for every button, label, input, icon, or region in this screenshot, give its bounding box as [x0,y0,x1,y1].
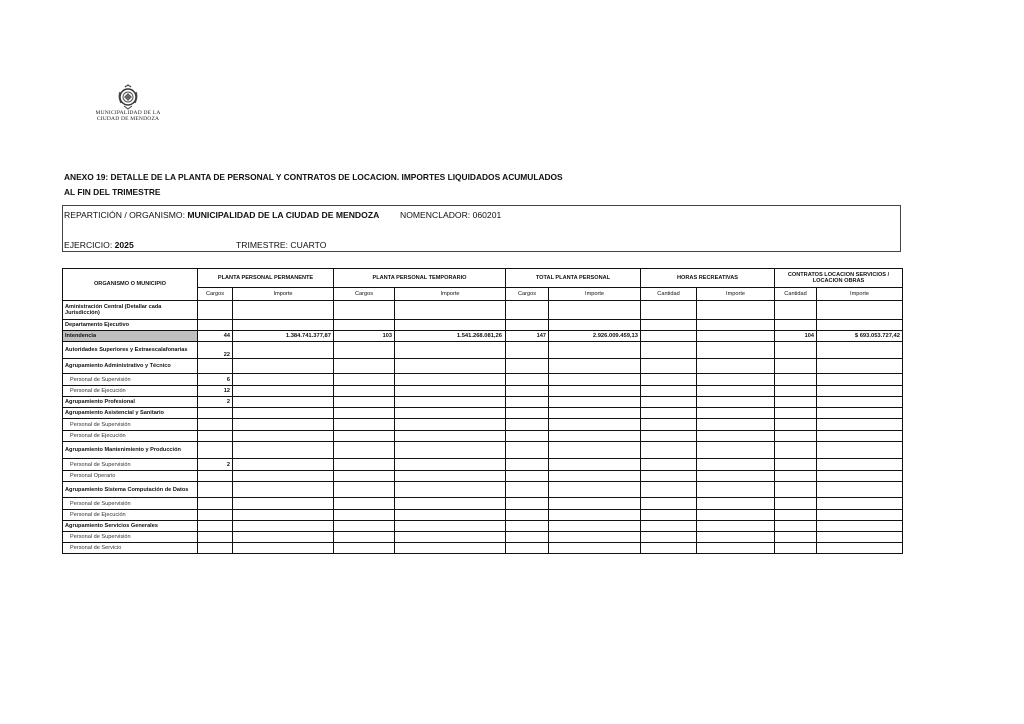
cell-value [641,521,697,532]
cell-value [641,342,697,359]
cell-value [395,342,506,359]
cell-value [506,442,549,459]
table-row [63,419,903,431]
cell-value [817,408,903,419]
row-label: Agrupamiento Mantenimiento y Producción [63,442,198,459]
cell-value [549,408,641,419]
subheader-importe: Importe [817,288,903,301]
table-row [63,359,903,374]
cell-value [641,419,697,431]
cell-value [334,442,395,459]
row-label: Agrupamiento Servicios Generales [63,521,198,532]
cell-value [817,521,903,532]
document-title [64,170,563,199]
cell-value [233,532,334,543]
cell-value [233,471,334,482]
cell-value [506,482,549,498]
cell-value [641,359,697,374]
trimestre-field: TRIMESTRE: CUARTO [236,240,327,250]
cell-value [395,482,506,498]
cell-value [395,431,506,442]
subheader-importe: Importe [549,288,641,301]
cell-value [641,510,697,521]
cell-value [233,521,334,532]
table-row [63,408,903,419]
cell-value: 2 [198,459,233,471]
cell-value [775,397,817,408]
cell-value [506,397,549,408]
row-label: Agrupamiento Sistema Computación de Datos [63,482,198,498]
cell-value [775,521,817,532]
cell-value [641,498,697,510]
cell-value [697,386,775,397]
cell-value [506,419,549,431]
cell-value [817,471,903,482]
cell-value [817,532,903,543]
table-row [63,342,903,359]
cell-value [641,408,697,419]
cell-value: 44 [198,331,233,342]
cell-value [775,408,817,419]
cell-value [506,359,549,374]
cell-value [334,510,395,521]
cell-value [549,498,641,510]
cell-value [334,320,395,331]
cell-value [817,442,903,459]
cell-value [549,543,641,554]
cell-value [395,408,506,419]
table-row [63,510,903,521]
subheader-cargos: Cargos [334,288,395,301]
cell-value [817,374,903,386]
cell-value [198,359,233,374]
cell-value [198,471,233,482]
cell-value [549,386,641,397]
cell-value [641,532,697,543]
table-row [63,442,903,459]
row-label: Personal de Ejecución [63,510,198,521]
cell-value [334,301,395,320]
cell-value [697,301,775,320]
cell-value [549,320,641,331]
cell-value [395,359,506,374]
cell-value [549,397,641,408]
cell-value [198,301,233,320]
cell-value [334,471,395,482]
cell-value [775,342,817,359]
cell-value [334,408,395,419]
row-label: Personal de Servicio [63,543,198,554]
cell-value [233,431,334,442]
cell-value [395,532,506,543]
cell-value [506,498,549,510]
cell-value [697,431,775,442]
table-row [63,543,903,554]
subheader-cargos: Cargos [198,288,233,301]
cell-value [775,320,817,331]
cell-value [233,510,334,521]
cell-value [506,532,549,543]
cell-value [697,459,775,471]
cell-value [198,482,233,498]
row-label: Personal de Supervisión [63,459,198,471]
info-box [62,205,901,252]
cell-value [697,374,775,386]
subheader-importe: Importe [233,288,334,301]
cell-value [775,498,817,510]
cell-value [233,359,334,374]
cell-value [817,510,903,521]
cell-value [697,359,775,374]
cell-value [506,459,549,471]
cell-value [334,419,395,431]
cell-value [233,301,334,320]
cell-value [198,408,233,419]
cell-value [233,386,334,397]
cell-value [198,419,233,431]
cell-value [549,431,641,442]
cell-value [817,342,903,359]
cell-value [233,482,334,498]
cell-value [233,543,334,554]
ejercicio-label: EJERCICIO: [64,240,113,250]
table-row [63,459,903,471]
cell-value: 22 [198,342,233,359]
cell-value [817,459,903,471]
table-row [63,532,903,543]
cell-value [775,431,817,442]
header-permanente: PLANTA PERSONAL PERMANENTE [198,269,334,288]
cell-value [641,459,697,471]
logo-text-line1: MUNICIPALIDAD DE LA [95,110,161,116]
cell-value [334,397,395,408]
cell-value [198,431,233,442]
row-label: Personal de Supervisión [63,532,198,543]
subheader-importe: Importe [697,288,775,301]
cell-value [395,419,506,431]
table-row [63,301,903,320]
cell-value [641,482,697,498]
row-label: Personal de Supervisión [63,498,198,510]
cell-value [697,331,775,342]
cell-value: $ 693.053.727,42 [817,331,903,342]
cell-value [395,471,506,482]
cell-value [775,301,817,320]
cell-value [817,359,903,374]
row-label: Agrupamiento Administrativo y Técnico [63,359,198,374]
header-contratos: CONTRATOS LOCACION SERVICIOS / LOCACION OBRAS [775,269,903,288]
cell-value [697,543,775,554]
cell-value [506,471,549,482]
cell-value [395,397,506,408]
cell-value [395,510,506,521]
cell-value [641,442,697,459]
cell-value [549,359,641,374]
subheader-cantidad: Cantidad [775,288,817,301]
cell-value [697,397,775,408]
cell-value [549,374,641,386]
cell-value [334,386,395,397]
cell-value [697,442,775,459]
cell-value [641,331,697,342]
cell-value [506,510,549,521]
cell-value [775,543,817,554]
cell-value [198,320,233,331]
header-temporario: PLANTA PERSONAL TEMPORARIO [334,269,506,288]
cell-value [549,532,641,543]
cell-value [641,386,697,397]
cell-value [233,374,334,386]
cell-value [817,386,903,397]
title-line1: ANEXO 19: DETALLE DE LA PLANTA DE PERSONAL Y CONTRATOS DE LOCACION. IMPORTES LIQUIDADOS ACUMULADOS [64,172,563,182]
cell-value [641,397,697,408]
cell-value [697,419,775,431]
row-label: Departamento Ejecutivo [63,320,198,331]
cell-value [697,532,775,543]
cell-value [641,301,697,320]
cell-value [395,459,506,471]
title-line2: AL FIN DEL TRIMESTRE [64,186,161,197]
cell-value: 6 [198,374,233,386]
cell-value [334,359,395,374]
cell-value [549,482,641,498]
row-label: Intendencia [63,331,198,342]
cell-value [233,442,334,459]
cell-value [549,459,641,471]
cell-value [641,431,697,442]
table-row [63,386,903,397]
cell-value [775,386,817,397]
ejercicio-field [64,240,134,250]
cell-value: 147 [506,331,549,342]
cell-value [334,374,395,386]
cell-value [233,498,334,510]
cell-value [334,521,395,532]
cell-value [549,442,641,459]
cell-value [506,543,549,554]
table-row [63,397,903,408]
cell-value [233,408,334,419]
cell-value [198,510,233,521]
header-organismo: ORGANISMO O MUNICIPIO [63,269,198,301]
cell-value [395,386,506,397]
cell-value [549,419,641,431]
cell-value [817,397,903,408]
cell-value [233,459,334,471]
cell-value [395,374,506,386]
cell-value [198,532,233,543]
row-label: Personal Operario [63,471,198,482]
cell-value [506,408,549,419]
cell-value [775,442,817,459]
cell-value [395,320,506,331]
municipal-logo [88,84,168,122]
table-body [63,301,903,554]
table-row [63,521,903,532]
cell-value [506,431,549,442]
personnel-table [62,268,903,554]
cell-value [334,532,395,543]
cell-value [817,320,903,331]
row-label: Personal de Ejecución [63,431,198,442]
cell-value [506,374,549,386]
cell-value [233,397,334,408]
cell-value: 2.926.009.459,13 [549,331,641,342]
cell-value [775,471,817,482]
table-row [63,320,903,331]
cell-value [641,543,697,554]
cell-value [334,459,395,471]
row-label: Aministración Central (Detallar cada Jurisdicción) [63,301,198,320]
table-row [63,482,903,498]
cell-value [817,419,903,431]
cell-value [233,320,334,331]
cell-value: 1.384.741.377,87 [233,331,334,342]
table-row [63,471,903,482]
cell-value [697,471,775,482]
cell-value: 103 [334,331,395,342]
cell-value [697,482,775,498]
cell-value [775,374,817,386]
row-label: Agrupamiento Profesional [63,397,198,408]
cell-value [233,419,334,431]
cell-value [549,521,641,532]
cell-value [395,498,506,510]
table-row [63,374,903,386]
row-label: Personal de Supervisión [63,419,198,431]
cell-value [506,521,549,532]
cell-value [334,543,395,554]
row-label: Personal de Ejecución [63,386,198,397]
cell-value [549,510,641,521]
coat-of-arms-icon [115,84,141,110]
cell-value [395,301,506,320]
cell-value [775,359,817,374]
cell-value [775,419,817,431]
table-row [63,431,903,442]
cell-value: 1.541.268.081,26 [395,331,506,342]
cell-value: 104 [775,331,817,342]
cell-value [697,408,775,419]
table-row [63,331,903,342]
cell-value [506,386,549,397]
cell-value [198,521,233,532]
subheader-cargos: Cargos [506,288,549,301]
cell-value [395,521,506,532]
cell-value [334,482,395,498]
cell-value [198,498,233,510]
cell-value [817,543,903,554]
cell-value [506,320,549,331]
cell-value [334,431,395,442]
cell-value [775,482,817,498]
cell-value [334,342,395,359]
cell-value [817,498,903,510]
cell-value [549,471,641,482]
subheader-importe: Importe [395,288,506,301]
row-label: Agrupamiento Asistencial y Sanitario [63,408,198,419]
cell-value [775,532,817,543]
row-label: Personal de Supervisión [63,374,198,386]
reparticion-value: MUNICIPALIDAD DE LA CIUDAD DE MENDOZA [187,210,380,220]
cell-value [641,471,697,482]
cell-value [395,543,506,554]
table-row [63,498,903,510]
reparticion-label: REPARTICIÓN / ORGANISMO: [64,210,185,220]
cell-value [817,482,903,498]
cell-value [549,301,641,320]
header-total: TOTAL PLANTA PERSONAL [506,269,641,288]
header-horas: HORAS RECREATIVAS [641,269,775,288]
cell-value [817,431,903,442]
cell-value [775,510,817,521]
cell-value [697,498,775,510]
ejercicio-value: 2025 [114,240,134,250]
cell-value: 12 [198,386,233,397]
cell-value [395,442,506,459]
cell-value [549,342,641,359]
cell-value [775,459,817,471]
nomenclador-field: NOMENCLADOR: 060201 [400,210,502,220]
subheader-cantidad: Cantidad [641,288,697,301]
cell-value [697,521,775,532]
cell-value [697,342,775,359]
cell-value: 2 [198,397,233,408]
cell-value [697,320,775,331]
cell-value [697,510,775,521]
cell-value [641,374,697,386]
cell-value [506,301,549,320]
logo-text-line2: CIUDAD DE MENDOZA [96,116,160,122]
cell-value [198,543,233,554]
cell-value [334,498,395,510]
row-label: Autoridades Superiores y Extraescalafonarias [63,342,198,359]
cell-value [233,342,334,359]
cell-value [641,320,697,331]
cell-value [506,342,549,359]
reparticion-field [64,210,379,220]
cell-value [198,442,233,459]
cell-value [817,301,903,320]
